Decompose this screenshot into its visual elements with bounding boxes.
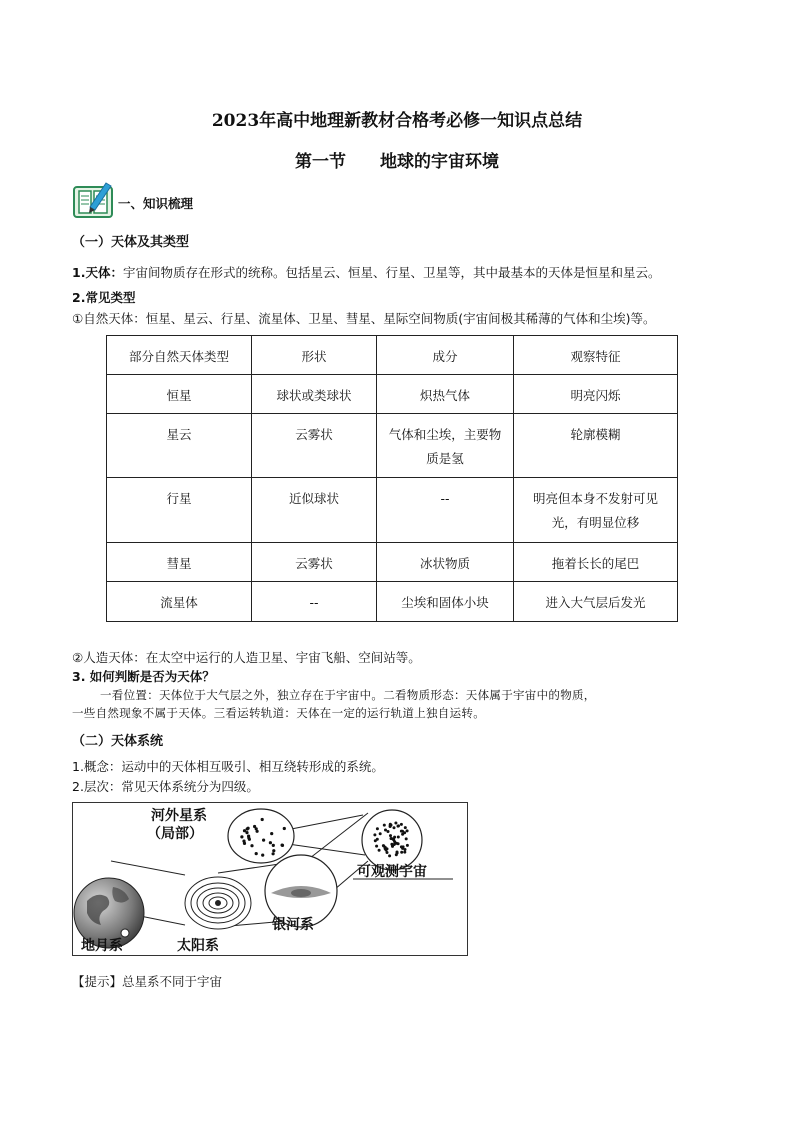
label-solar-system: 太阳系: [177, 938, 219, 954]
document-title: 2023年高中地理新教材合格考必修一知识点总结: [211, 111, 583, 131]
paragraph-definition: [72, 263, 660, 281]
table-cell: 流星体: [107, 582, 252, 622]
celestial-system-diagram: [72, 802, 468, 956]
celestial-types-table: [106, 335, 678, 622]
subheading-celestial-bodies: （一）天体及其类型: [72, 235, 190, 250]
table-cell: 尘埃和固体小块: [377, 582, 514, 622]
solar-system-graphic: [185, 877, 251, 929]
table-cell: 球状或类球状: [252, 375, 377, 414]
book-pencil-icon: [72, 181, 118, 219]
table-cell: 轮廓模糊: [514, 414, 678, 478]
table-cell: 近似球状: [252, 478, 377, 543]
label-milky-way: 银河系: [272, 917, 314, 933]
table-header: 部分自然天体类型: [107, 336, 252, 375]
table-cell: 明亮但本身不发射可见光，有明显位移: [514, 478, 678, 543]
subheading-celestial-systems: （二）天体系统: [72, 734, 164, 749]
table-cell: 气体和尘埃，主要物质是氢: [377, 414, 514, 478]
paragraph-artificial-bodies: ②人造天体：在太空中运行的人造卫星、宇宙飞船、空间站等。: [72, 650, 421, 665]
paragraph-natural-bodies: ①自然天体：恒星、星云、行星、流星体、卫星、彗星、星际空间物质(宇宙间极其稀薄的气体和尘埃)等。: [72, 311, 656, 326]
definition-text: 宇宙间物质存在形式的统称。包括星云、恒星、行星、卫星等，其中最基本的天体是恒星和星云。: [122, 265, 661, 280]
paragraph-types-label: 2.常见类型: [72, 290, 136, 305]
label-earth-moon: 地月系: [81, 938, 123, 954]
label-galaxies-local: （局部）: [147, 826, 203, 842]
table-row: [107, 582, 678, 622]
galaxies-graphic: [228, 809, 294, 863]
table-header: 观察特征: [514, 336, 678, 375]
tip-text: 总星系不同于宇宙: [122, 974, 223, 989]
table-cell: 行星: [107, 478, 252, 543]
table-cell: 彗星: [107, 543, 252, 582]
paragraph-judge-criteria-2: 一些自然现象不属于天体。三看运转轨道：天体在一定的运行轨道上独自运转。: [72, 706, 485, 720]
table-row: [107, 478, 678, 543]
paragraph-hierarchy: 2.层次：常见天体系统分为四级。: [72, 779, 259, 794]
table-header: 形状: [252, 336, 377, 375]
table-row: [107, 375, 678, 414]
definition-label: 1.天体：: [72, 265, 123, 280]
paragraph-how-to-judge: 3. 如何判断是否为天体？: [72, 669, 215, 684]
table-cell: 恒星: [107, 375, 252, 414]
table-row: [107, 414, 678, 478]
paragraph-judge-criteria-1: 一看位置：天体位于大气层之外，独立存在于宇宙中。二看物质形态：天体属于宇宙中的物质，: [100, 688, 596, 702]
tip: [72, 972, 222, 990]
table-cell: --: [377, 478, 514, 543]
section-title: 第一节 地球的宇宙环境: [295, 152, 499, 172]
label-galaxies: 河外星系: [151, 808, 207, 824]
table-cell: 明亮闪烁: [514, 375, 678, 414]
table-cell: --: [252, 582, 377, 622]
table-cell: 拖着长长的尾巴: [514, 543, 678, 582]
table-cell: 星云: [107, 414, 252, 478]
table-header: 成分: [377, 336, 514, 375]
table-cell: 炽热气体: [377, 375, 514, 414]
table-cell: 云雾状: [252, 543, 377, 582]
label-observable-universe: 可观测宇宙: [357, 864, 427, 880]
paragraph-concept: 1.概念：运动中的天体相互吸引、相互绕转形成的系统。: [72, 759, 384, 774]
table-cell: 云雾状: [252, 414, 377, 478]
heading-knowledge: 一、知识梳理: [118, 196, 194, 211]
tip-label: 【提示】: [72, 974, 123, 989]
table-header-row: [107, 336, 678, 375]
table-row: [107, 543, 678, 582]
table-cell: 进入大气层后发光: [514, 582, 678, 622]
table-cell: 冰状物质: [377, 543, 514, 582]
